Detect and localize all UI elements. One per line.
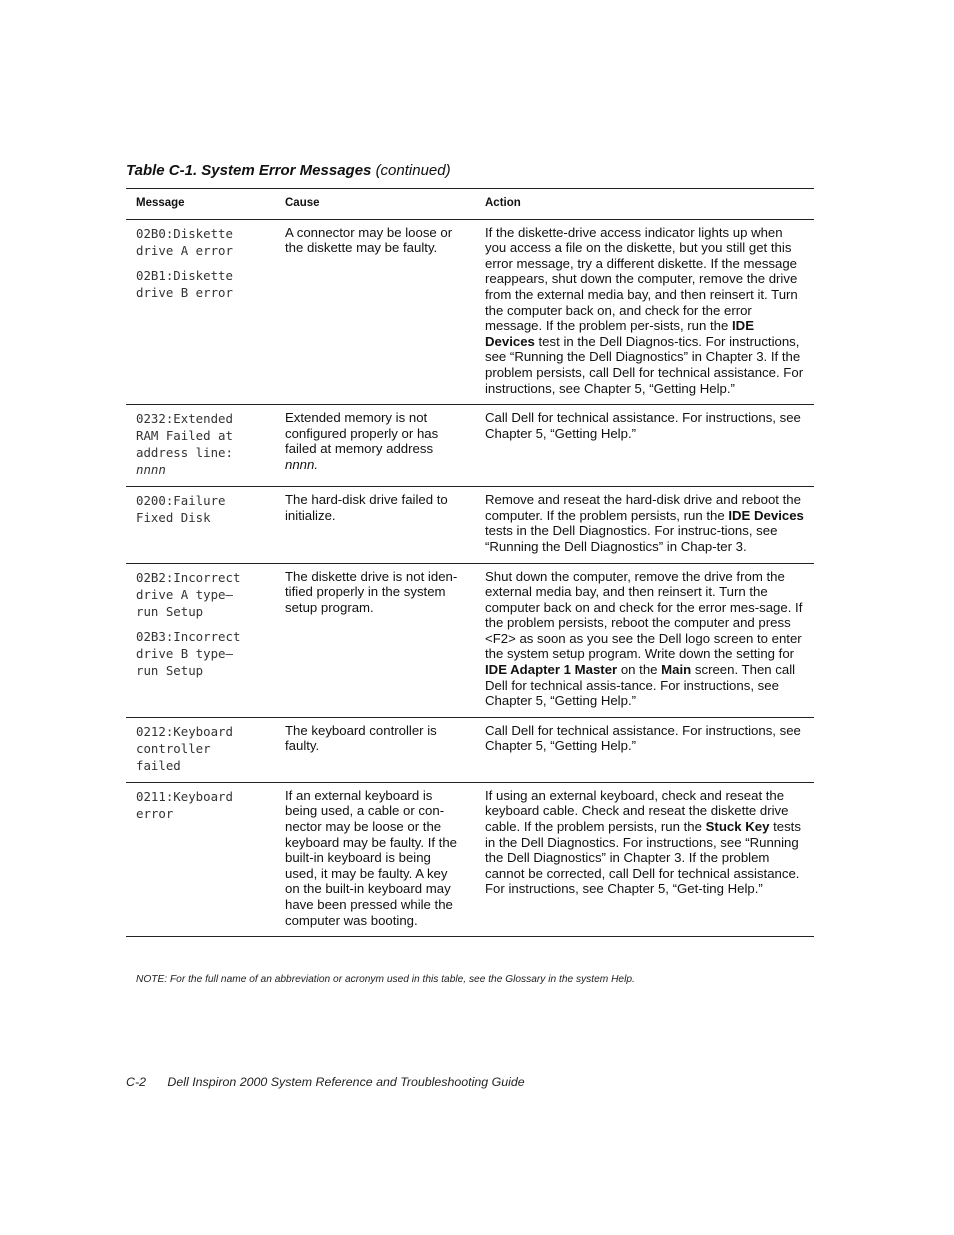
action-text: If the diskette-drive access indicator lights up when you access a file on the diskette, but you still get this error message, try a different diskette. If the message reappears, shut down the computer, remove the drive from the external media bay, and then reinsert it. Turn the computer back on, and check for the error message. If the problem per-sists, run the <box>485 224 798 334</box>
cause-text: A connector may be loose or the diskette may be faulty. <box>285 224 453 256</box>
message-cell <box>126 219 275 405</box>
action-cell <box>475 782 814 936</box>
header-message: Message <box>126 189 275 220</box>
error-code: 0200:Failure Fixed Disk <box>136 493 226 526</box>
action-text: on the <box>617 662 662 678</box>
table-header-row <box>126 189 814 220</box>
action-text: Shut down the computer, remove the drive from the external media bay, and then reinsert it. Turn the computer back on and check for the error mes-sage. If the problem persists, reboot the computer and press <F2> as soon as you see the Dell logo screen to enter the system setup program. Write down the setting for <box>485 568 803 662</box>
error-code-variable: nnnn <box>136 462 166 478</box>
action-text: Remove and reseat the hard-disk drive and reboot the computer. If the problem persists, run the <box>485 492 801 523</box>
action-cell <box>475 563 814 717</box>
error-code: 02B3:Incorrect drive B type— run Setup <box>136 628 241 678</box>
error-code: 02B1:Diskette drive B error <box>136 267 233 300</box>
header-cause: Cause <box>275 189 475 220</box>
page-number: C-2 <box>126 1075 146 1089</box>
action-text: tests in the Dell Diagnostics. For instructions, see “Running the Dell Diagnostics” in Chapter 3. If the problem cannot be corrected, call Dell for technical assistance. For instructions, see Chapter 5, “Get-ting Help.” <box>485 819 801 897</box>
action-emphasis: IDE Devices <box>485 318 754 349</box>
cause-text: Extended memory is not configured properly or has failed at memory address <box>285 410 439 457</box>
error-code: 0212:Keyboard controller failed <box>136 723 233 773</box>
action-text: Call Dell for technical assistance. For instructions, see Chapter 5, “Getting Help.” <box>485 410 801 441</box>
action-cell <box>475 717 814 782</box>
error-code: 02B2:Incorrect drive A type— run Setup <box>136 569 241 619</box>
cause-text: The keyboard controller is faulty. <box>285 722 437 754</box>
cause-cell <box>275 219 475 405</box>
table-row <box>126 487 814 563</box>
action-text: If using an external keyboard, check and reseat the keyboard cable. Check and reseat the diskette drive cable. If the problem persists, run the <box>485 787 789 835</box>
cause-cell <box>275 487 475 563</box>
table-body <box>126 219 814 937</box>
table-caption-label: Table C-1. System Error Messages <box>126 162 372 179</box>
action-emphasis: Stuck Key <box>705 819 770 835</box>
cause-text: The diskette drive is not iden-tified properly in the system setup program. <box>285 568 458 615</box>
table-note: NOTE: For the full name of an abbreviation or acronym used in this table, see the Glossary in the system Help. <box>136 974 635 985</box>
cause-cell <box>275 405 475 487</box>
cause-cell <box>275 782 475 936</box>
table-row <box>126 563 814 717</box>
action-emphasis: Main <box>661 662 692 678</box>
action-cell <box>475 487 814 563</box>
action-text: Call Dell for technical assistance. For instructions, see Chapter 5, “Getting Help.” <box>485 722 801 754</box>
message-cell <box>126 717 275 782</box>
table-caption <box>126 162 451 179</box>
error-code: 02B0:Diskette drive A error <box>136 225 233 258</box>
message-cell <box>126 563 275 717</box>
table-row <box>126 219 814 405</box>
table-row <box>126 782 814 936</box>
error-code-text: 0232:Extended RAM Failed at address line: <box>136 411 233 461</box>
action-text: test in the Dell Diagnos-tics. For instructions, see “Running the Dell Diagnostics” in Chapter 3. If the problem persists, call Dell for technical assistance. For instructions, see Chapter 5, “Getting Help.” <box>485 333 804 396</box>
table-row <box>126 405 814 487</box>
action-emphasis: IDE Devices <box>728 507 804 523</box>
message-cell <box>126 405 275 487</box>
message-cell <box>126 782 275 936</box>
message-cell <box>126 487 275 563</box>
system-error-messages-table <box>126 188 814 937</box>
table-row <box>126 717 814 782</box>
table-caption-suffix: (continued) <box>375 162 451 179</box>
action-cell <box>475 405 814 487</box>
page-footer <box>126 1075 525 1089</box>
header-action: Action <box>475 189 814 220</box>
document-title: Dell Inspiron 2000 System Reference and Troubleshooting Guide <box>167 1075 525 1089</box>
cause-text: If an external keyboard is being used, a cable or con-nector may be loose or the keyboard may be faulty. If the built-in keyboard is being used, it may be faulty. A key on the built-in keyboard may have been pressed while the computer was booting. <box>285 787 458 928</box>
action-cell <box>475 219 814 405</box>
action-text: screen. Then call Dell for technical assis-tance. For instructions, see Chapter 5, “Getting Help.” <box>485 662 796 709</box>
cause-text: The hard-disk drive failed to initialize. <box>285 492 448 523</box>
cause-cell <box>275 717 475 782</box>
action-emphasis: IDE Adapter 1 Master <box>485 662 618 678</box>
action-text: tests in the Dell Diagnostics. For instruc-tions, see “Running the Dell Diagnostics” in Chap-ter 3. <box>485 523 778 554</box>
error-code: 0211:Keyboard error <box>136 788 233 821</box>
cause-cell <box>275 563 475 717</box>
error-code <box>136 410 265 478</box>
cause-variable: nnnn. <box>285 456 319 472</box>
